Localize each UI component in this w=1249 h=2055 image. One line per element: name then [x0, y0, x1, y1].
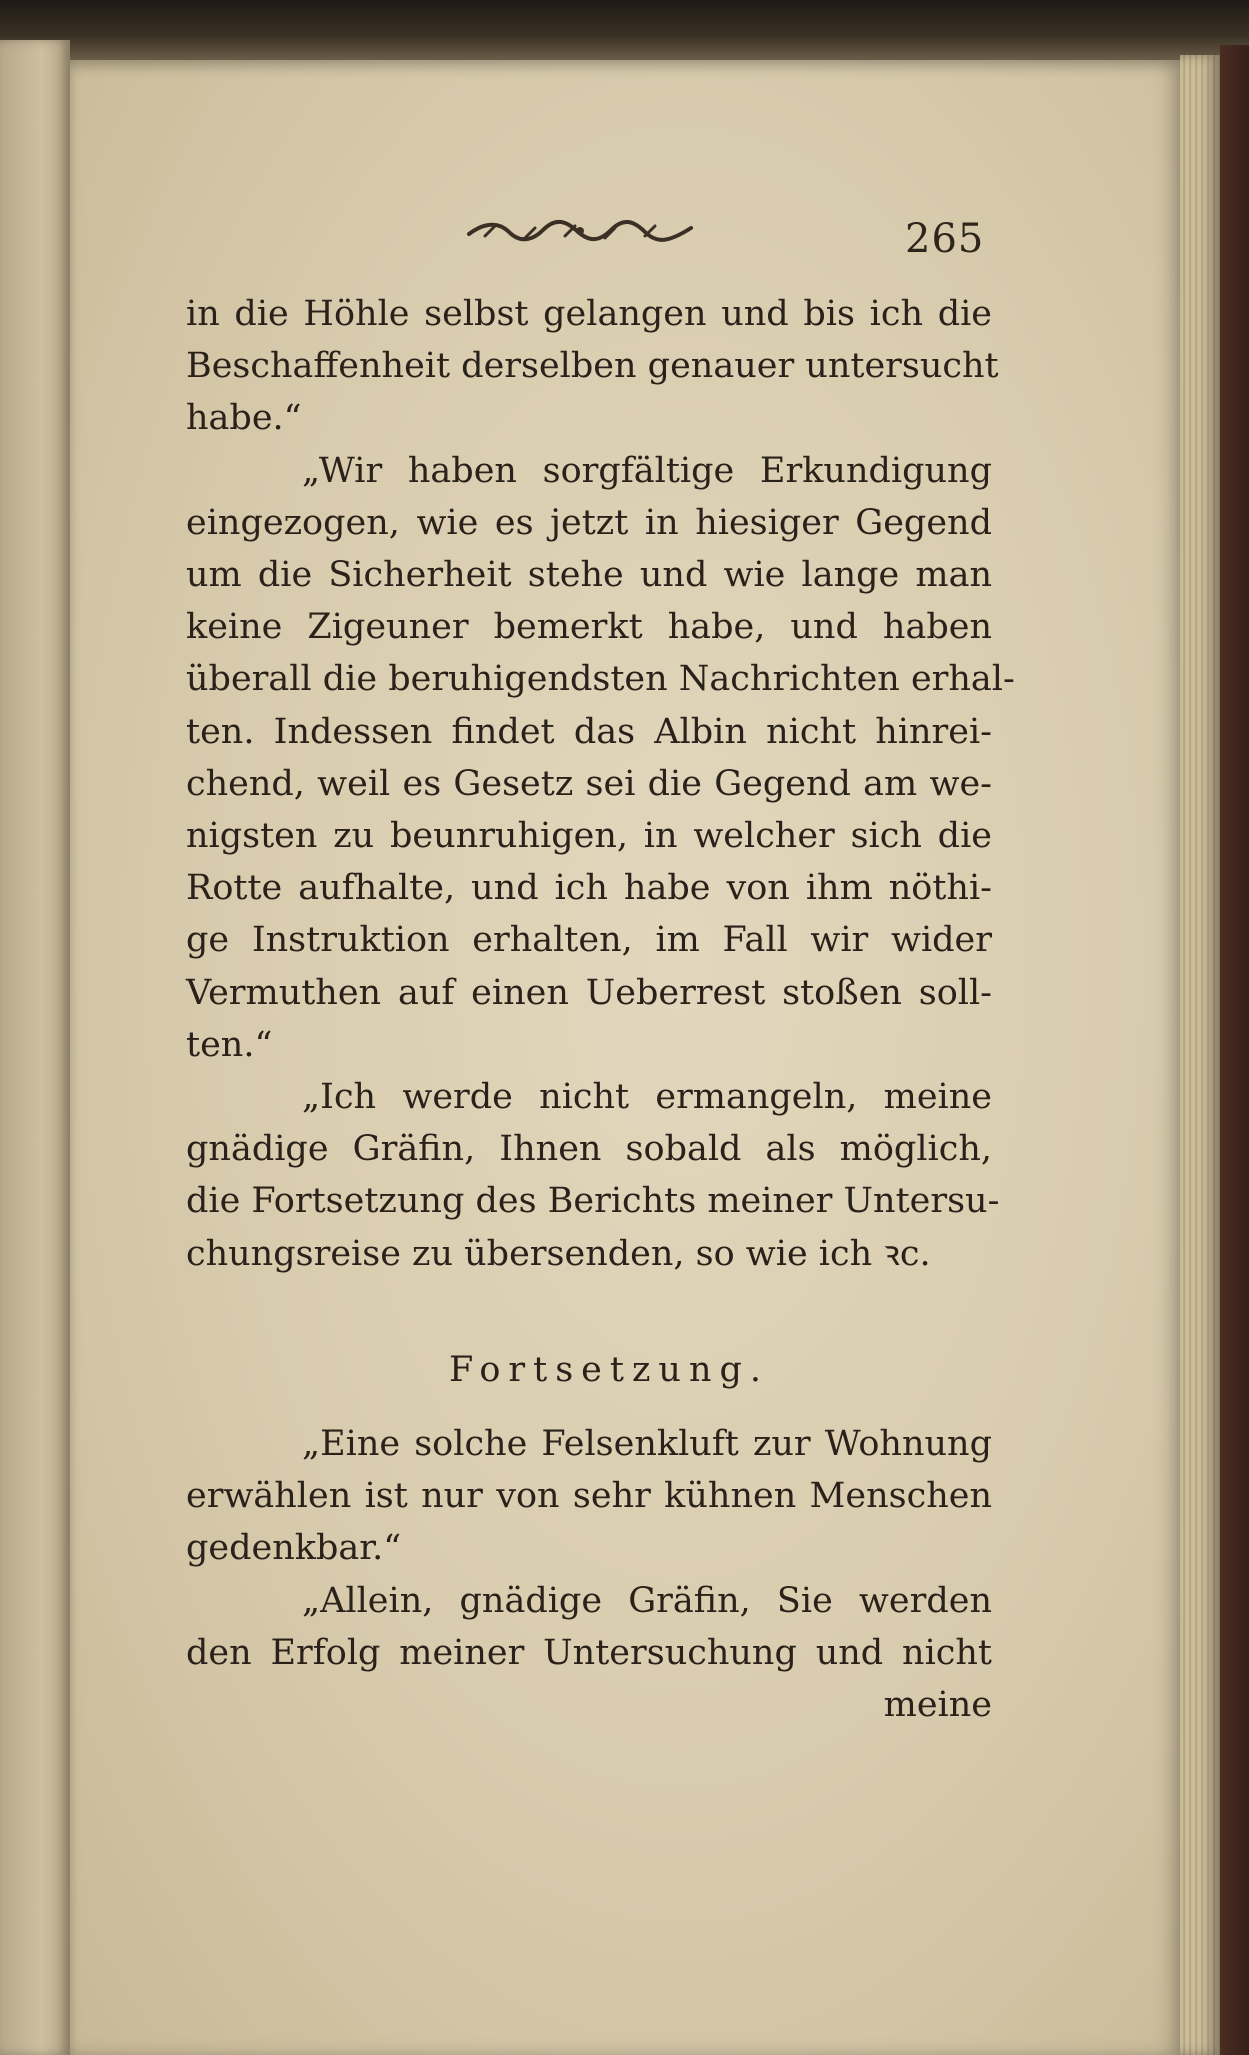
text-line: Rotte aufhalte, und ich habe von ihm nöthi- — [186, 868, 992, 909]
text-line: chungsreise zu übersenden, so wie ich ꝛc. — [186, 1233, 931, 1274]
left-page-edge — [0, 40, 70, 2055]
text-line: habe.“ — [186, 398, 302, 439]
text-line: „Wir haben sorgfältige Erkundigung — [302, 450, 992, 491]
book-top-shadow — [0, 0, 1249, 60]
page-number: 265 — [905, 216, 985, 262]
text-line: in die Höhle selbst gelangen und bis ich die — [186, 294, 992, 334]
text-line: eingezogen, wie es jetzt in hiesiger Gegend — [186, 502, 992, 543]
section-gap — [186, 1280, 992, 1318]
text-line: Vermuthen auf einen Ueberrest stoßen soll- — [186, 972, 992, 1013]
book-cover-edge — [1220, 45, 1249, 2055]
text-line: „Allein, gnädige Gräfin, Sie werden — [302, 1580, 992, 1621]
ornament-divider-icon — [465, 216, 695, 246]
text-line: gedenkbar.“ — [186, 1528, 402, 1569]
text-line: den Erfolg meiner Untersuchung und nicht — [186, 1632, 992, 1673]
text-line: nigsten zu beunruhigen, in welcher sich die — [186, 816, 992, 857]
page-stack-edge — [1180, 55, 1220, 2055]
text-line: gnädige Gräfin, Ihnen sobald als möglich, — [186, 1129, 992, 1170]
section-heading: Fortsetzung. — [448, 1349, 770, 1390]
text-line: ten. Indessen findet das Albin nicht hinrei- — [186, 711, 992, 752]
text-line: ten.“ — [186, 1024, 273, 1065]
text-line: überall die beruhigendsten Nachrichten erhal- — [186, 659, 1015, 700]
text-line: keine Zigeuner bemerkt habe, und haben — [186, 607, 992, 648]
text-line: Beschaffenheit derselben genauer untersucht — [186, 346, 999, 387]
text-line: erwählen ist nur von sehr kühnen Menschen — [186, 1476, 992, 1517]
text-line: die Fortsetzung des Berichts meiner Untersu- — [186, 1181, 1000, 1222]
text-line: ge Instruktion erhalten, im Fall wir wider — [186, 920, 992, 961]
catchword: meine — [883, 1685, 992, 1726]
text-line: „Eine solche Felsenkluft zur Wohnung — [302, 1424, 992, 1465]
text-line: „Ich werde nicht ermangeln, meine — [302, 1077, 992, 1118]
text-line: um die Sicherheit stehe und wie lange man — [186, 555, 992, 596]
page-text — [186, 288, 1015, 1731]
text-line: chend, weil es Gesetz sei die Gegend am we- — [186, 763, 992, 804]
